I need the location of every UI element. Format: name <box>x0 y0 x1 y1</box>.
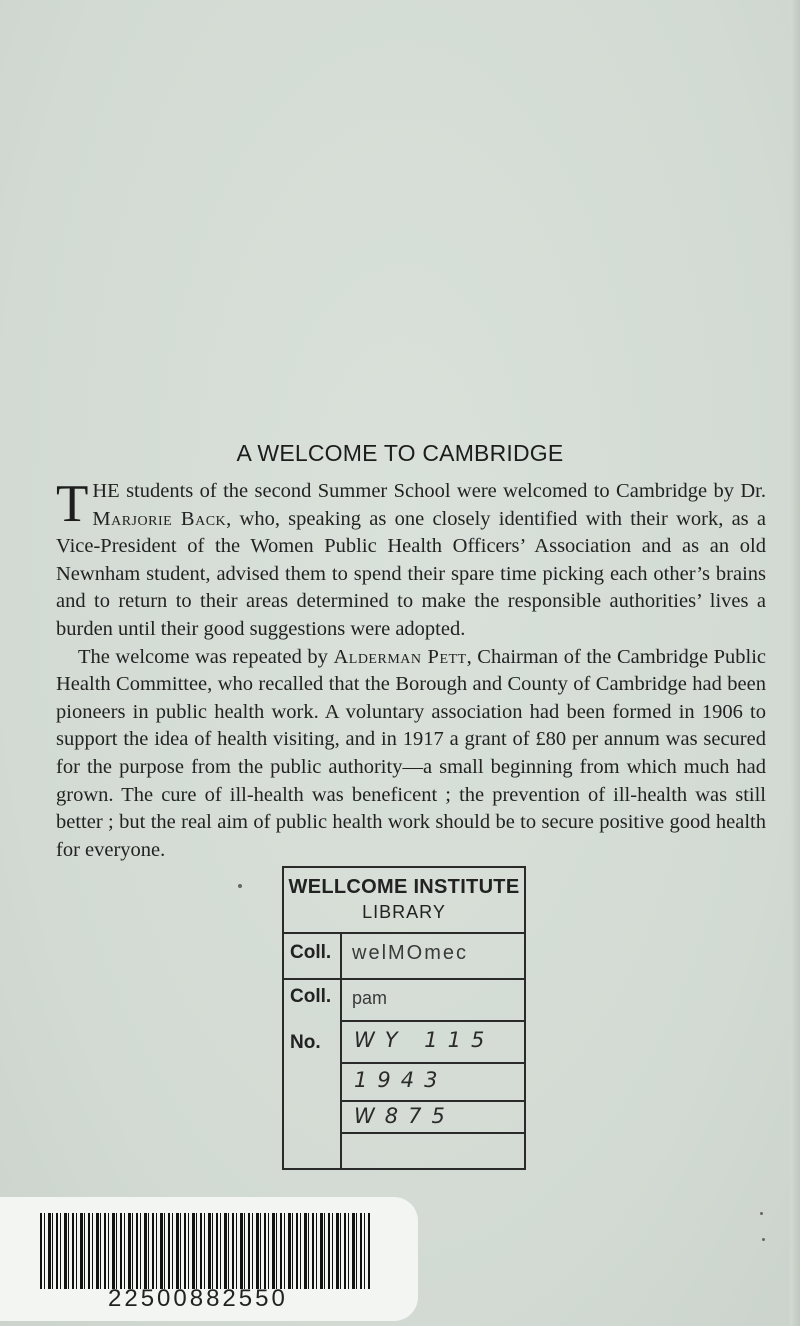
library-stamp <box>282 866 526 1170</box>
barcode-number: 22500882550 <box>108 1285 288 1312</box>
article-heading: A WELCOME TO CAMBRIDGE <box>236 440 564 466</box>
stamp-coll-label: Coll. <box>290 942 332 963</box>
stamp-handwritten-year: 1943 <box>354 1068 448 1092</box>
stamp-number-label: No. <box>290 1032 321 1053</box>
speaker-name-back: Marjorie Back <box>92 507 227 530</box>
stamp-handwritten-classmark: WY 115 <box>354 1028 495 1052</box>
page-edge <box>790 0 800 1326</box>
stamp-row-divider <box>340 1132 524 1134</box>
drop-cap: T <box>56 475 89 533</box>
paragraph-1-text-b: , who, speaking as one closely identified with their work, as a Vice-President of the Women Public Health Officers’ Association and as an old Newnham student, advised them to spend their spare time picking each other’s brains and to return to their areas determined to make the responsible authorities’ lives a burden until their good suggestions were adopted. <box>56 507 766 640</box>
speck <box>760 1212 763 1215</box>
stamp-row-divider <box>284 978 524 980</box>
speck <box>762 1238 765 1241</box>
speaker-name-pett: Alderman Pett <box>333 645 467 668</box>
stamp-row-divider <box>340 1062 524 1064</box>
paragraph-2-text-b: , Chairman of the Cambridge Public Health Committee, who recalled that the Borough and County of Cambridge had been pioneers in public health work. A voluntary association had been formed in 1906 to support the idea of health visiting, and in 1917 a grant of £80 per annum was secured for the purpose from the public authority—a small beginning from which much had grown. The cure of ill-health was beneficent ; the prevention of ill-health was still better ; but the real aim of public health work should be to secure positive good health for everyone. <box>56 645 766 861</box>
article-body <box>56 475 766 864</box>
stamp-coll-value: welMOmec <box>352 942 469 964</box>
stamp-library: LIBRARY <box>362 902 446 922</box>
barcode-label <box>0 1197 418 1321</box>
paragraph-2-text-a: The welcome was repeated by <box>78 645 334 668</box>
stamp-handwritten-number: W875 <box>354 1104 455 1128</box>
stamp-row-divider <box>340 1100 524 1102</box>
stamp-institute: WELLCOME INSTITUTE <box>288 876 520 898</box>
stamp-coll-value-2: pam <box>352 988 388 1008</box>
paragraph-2 <box>56 644 766 865</box>
barcode-bars <box>40 1213 370 1289</box>
stamp-header <box>284 868 524 934</box>
stamp-coll-label-2: Coll. <box>290 986 332 1007</box>
speck <box>238 884 242 888</box>
paragraph-1 <box>56 475 766 644</box>
paragraph-1-text-a: HE students of the second Summer School were welcomed to Cambridge by Dr. <box>92 480 766 502</box>
stamp-row-divider <box>340 1020 524 1022</box>
